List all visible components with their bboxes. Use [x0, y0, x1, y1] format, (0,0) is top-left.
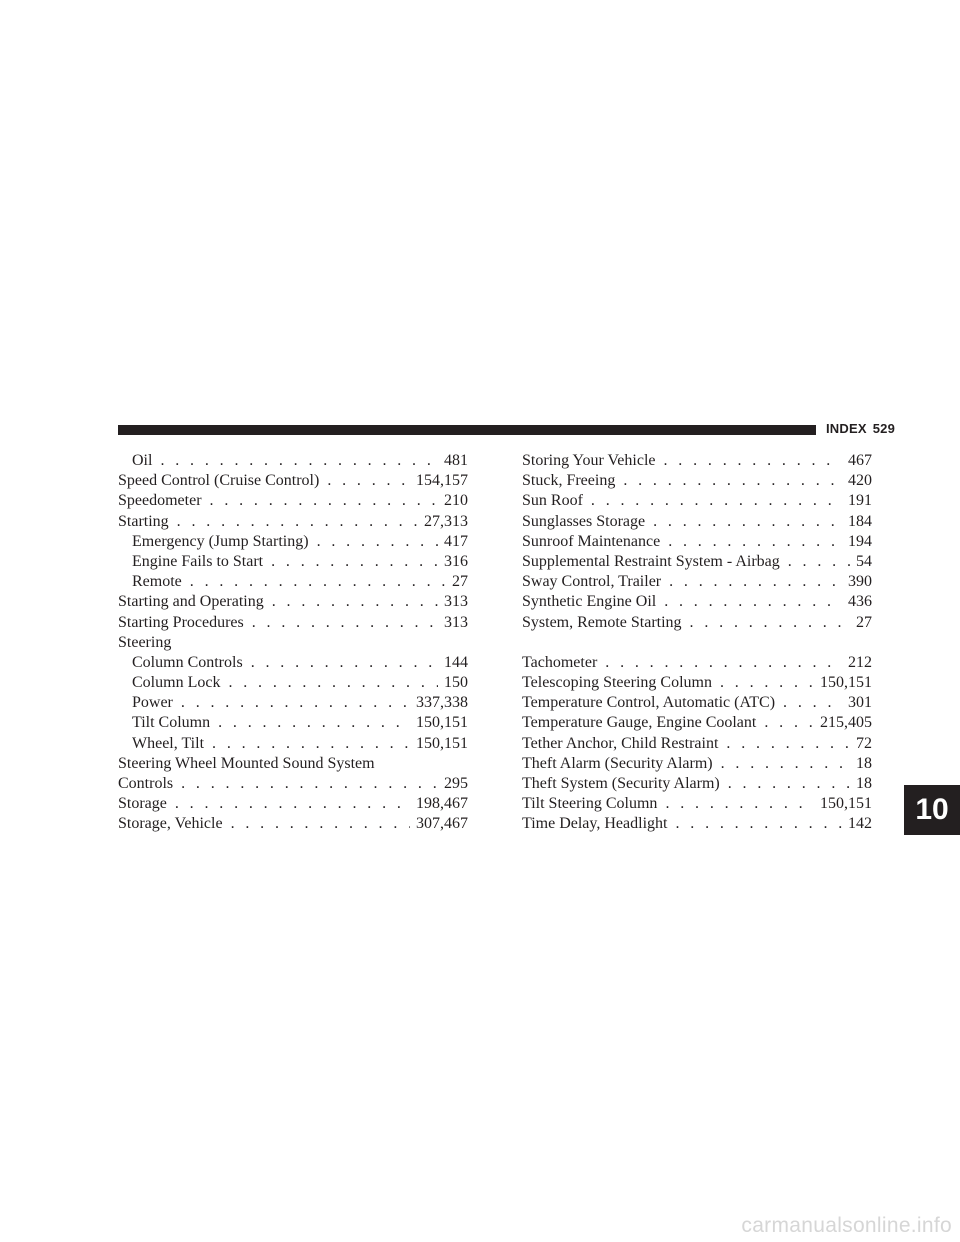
index-entry [118, 532, 468, 552]
index-entry [118, 471, 468, 491]
index-entry-page: 150,151 [416, 734, 468, 752]
index-entry-page: 194 [848, 532, 872, 550]
dot-leader [231, 814, 410, 834]
dot-leader [668, 532, 842, 552]
chapter-tab: 10 [904, 785, 960, 835]
index-entry [522, 754, 872, 774]
index-entry [118, 451, 468, 471]
index-entry-page: 301 [848, 694, 872, 712]
dot-leader [190, 572, 446, 592]
index-entry [118, 693, 468, 713]
dot-leader [218, 713, 410, 733]
index-entry-label: Theft Alarm (Security Alarm) [522, 754, 713, 772]
index-entry [118, 734, 468, 754]
index-entry-label: Starting and Operating [118, 593, 264, 611]
index-entry-page: 215,405 [820, 714, 872, 732]
index-gap [522, 633, 872, 653]
dot-leader [252, 613, 438, 633]
index-entry-page: 417 [444, 532, 468, 550]
index-entry [522, 814, 872, 834]
index-entry-page: 150,151 [820, 674, 872, 692]
dot-leader [175, 794, 410, 814]
index-entry [118, 794, 468, 814]
index-entry-label: Storage, Vehicle [118, 815, 223, 833]
dot-leader [669, 572, 842, 592]
index-entry-label: Speedometer [118, 492, 202, 510]
index-entry-label: Synthetic Engine Oil [522, 593, 657, 611]
index-entry-label: Tilt Column [132, 714, 211, 732]
index-entry-page: 191 [848, 492, 872, 510]
index-entry-label: Sun Roof [522, 492, 583, 510]
index-entry-page: 72 [856, 734, 872, 752]
index-entry-page: 420 [848, 472, 872, 490]
index-entry-page: 198,467 [416, 795, 468, 813]
dot-leader [675, 814, 842, 834]
index-entry [522, 713, 872, 733]
index-entry-label: Tachometer [522, 653, 598, 671]
index-entry-label: Oil [132, 452, 153, 469]
index-entry [522, 491, 872, 511]
index-entry [522, 572, 872, 592]
dot-leader [720, 673, 814, 693]
index-entry-label: Starting [118, 512, 169, 530]
dot-leader [327, 471, 410, 491]
index-entry-label: System, Remote Starting [522, 613, 682, 631]
index-entry-label: Starting Procedures [118, 613, 244, 631]
index-entry-page: 154,157 [416, 472, 468, 490]
index-entry [522, 774, 872, 794]
index-entry-page: 150,151 [416, 714, 468, 732]
index-entry-label: Power [132, 694, 173, 712]
index-entry-page: 27 [452, 573, 468, 591]
index-entry [522, 734, 872, 754]
index-entry [118, 754, 468, 774]
index-entry [118, 592, 468, 612]
index-entry-label: Column Lock [132, 674, 221, 692]
dot-leader [623, 471, 842, 491]
index-entry [522, 613, 872, 633]
index-entry-page: 307,467 [416, 815, 468, 833]
index-entry-label: Steering Wheel Mounted Sound System [118, 754, 375, 772]
dot-leader [690, 613, 850, 633]
index-entry-page: 337,338 [416, 694, 468, 712]
index-entry [118, 673, 468, 693]
index-entry [118, 572, 468, 592]
index-entry-label: Remote [132, 573, 182, 591]
dot-leader [726, 734, 850, 754]
dot-leader [721, 754, 850, 774]
dot-leader [653, 512, 842, 532]
index-entry [118, 613, 468, 633]
dot-leader [210, 491, 438, 511]
index-entry [118, 814, 468, 834]
index-column-right [522, 451, 872, 835]
index-entry [522, 653, 872, 673]
index-entry-label: Temperature Gauge, Engine Coolant [522, 714, 757, 732]
index-entry-label: Tether Anchor, Child Restraint [522, 734, 719, 752]
index-entry-page: 150,151 [820, 795, 872, 813]
index-entry-label: Theft System (Security Alarm) [522, 775, 720, 792]
index-entry-page: 54 [856, 552, 872, 570]
index-entry [522, 512, 872, 532]
index-entry [522, 673, 872, 693]
index-entry-page: 210 [444, 492, 468, 510]
index-entry-label: Emergency (Jump Starting) [132, 532, 309, 550]
dot-leader [783, 693, 842, 713]
index-entry [522, 451, 872, 471]
index-entry-page: 144 [444, 653, 468, 671]
index-entry-page: 481 [444, 452, 468, 469]
dot-leader [665, 794, 814, 814]
dot-leader [728, 774, 850, 794]
dot-leader [271, 552, 438, 572]
dot-leader [181, 693, 410, 713]
dot-leader [272, 592, 438, 612]
index-entry-page: 467 [848, 452, 872, 469]
running-header [826, 421, 895, 437]
index-entry-label: Column Controls [132, 653, 243, 671]
index-entry [522, 532, 872, 552]
section-title: INDEX [826, 421, 867, 436]
index-entry [522, 592, 872, 612]
index-entry-page: 18 [856, 754, 872, 772]
index-entry-label: Controls [118, 775, 174, 792]
index-entry-page: 184 [848, 512, 872, 530]
index-entry-page: 150 [444, 674, 468, 692]
index-entry-label: Wheel, Tilt [132, 734, 205, 752]
index-entry-label: Engine Fails to Start [132, 552, 264, 570]
index-entry-label: Storage [118, 795, 167, 813]
dot-leader [212, 734, 410, 754]
index-entry [522, 471, 872, 491]
watermark: carmanualsonline.info [741, 1214, 952, 1237]
page-number: 529 [872, 421, 896, 436]
index-entry [118, 774, 468, 794]
index-entry [522, 552, 872, 572]
index-entry-page: 142 [848, 815, 872, 833]
dot-leader [664, 451, 843, 471]
index-entry-label: Sway Control, Trailer [522, 573, 662, 591]
index-entry [118, 653, 468, 673]
index-entry-label: Stuck, Freeing [522, 472, 616, 490]
index-column-left [118, 451, 468, 835]
index-entry-page: 295 [444, 775, 468, 792]
index-entry-label: Temperature Control, Automatic (ATC) [522, 694, 776, 712]
dot-leader [317, 532, 438, 552]
dot-leader [788, 552, 850, 572]
dot-leader [764, 713, 814, 733]
index-entry-page: 313 [444, 613, 468, 631]
dot-leader [181, 774, 438, 794]
index-entry-page: 27,313 [424, 512, 468, 530]
index-entry-label: Steering [118, 633, 172, 651]
index-entry-label: Sunroof Maintenance [522, 532, 661, 550]
index-entry-label: Supplemental Restraint System - Airbag [522, 552, 780, 570]
dot-leader [591, 491, 842, 511]
index-entry [522, 794, 872, 814]
index-entry-page: 313 [444, 593, 468, 611]
header-rule [118, 425, 816, 435]
index-entry-label: Speed Control (Cruise Control) [118, 472, 320, 490]
dot-leader [605, 653, 842, 673]
index-entry-page: 27 [856, 613, 872, 631]
dot-leader [160, 451, 438, 471]
index-entry-page: 436 [848, 593, 872, 611]
index-entry [522, 693, 872, 713]
index-entry [118, 491, 468, 511]
index-entry-label: Sunglasses Storage [522, 512, 646, 530]
index-entry-label: Time Delay, Headlight [522, 815, 668, 833]
dot-leader [228, 673, 438, 693]
dot-leader [664, 592, 842, 612]
index-entry [118, 713, 468, 733]
dot-leader [251, 653, 438, 673]
index-entry-page: 390 [848, 573, 872, 591]
index-entry-page: 316 [444, 552, 468, 570]
index-entry [118, 633, 468, 653]
index-entry-label: Tilt Steering Column [522, 795, 658, 813]
index-entry [118, 552, 468, 572]
index-entry-page: 18 [856, 775, 872, 792]
index-entry-label: Storing Your Vehicle [522, 452, 656, 469]
index-entry-label: Telescoping Steering Column [522, 674, 712, 692]
index-entry [118, 512, 468, 532]
index-entry-page: 212 [848, 653, 872, 671]
dot-leader [177, 512, 418, 532]
